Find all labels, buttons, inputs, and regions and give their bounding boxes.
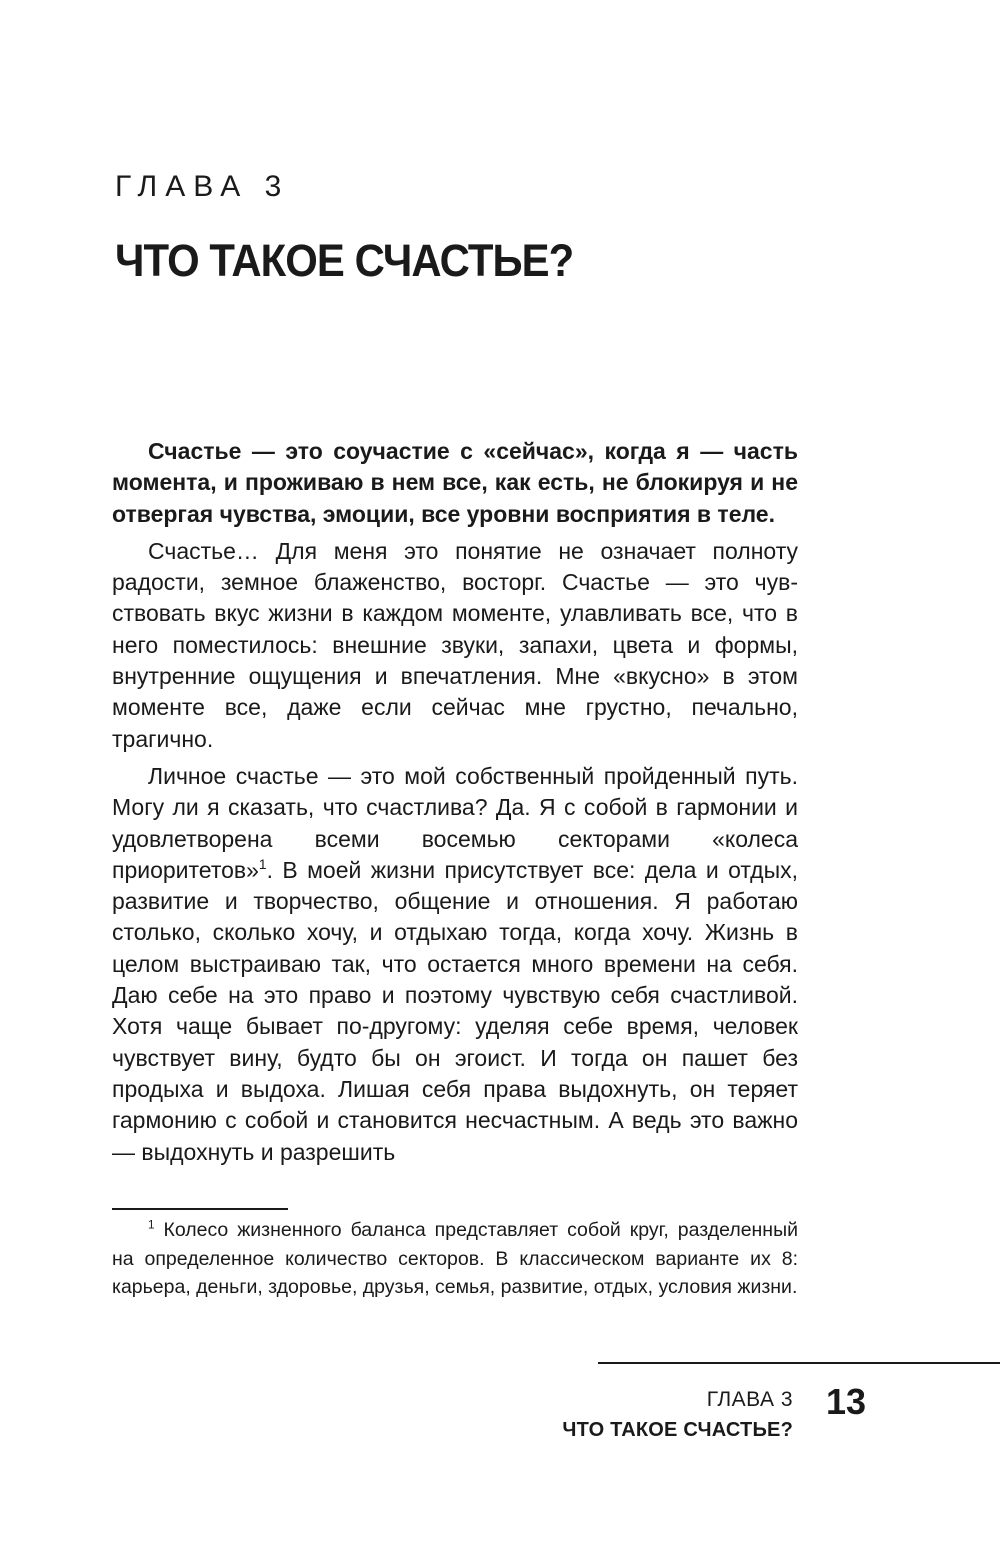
footnote-reference: 1 — [258, 856, 267, 872]
paragraph — [112, 761, 798, 1168]
footnote-separator — [112, 1208, 288, 1210]
running-footer-title: ЧТО ТАКОЕ СЧАСТЬЕ? — [562, 1419, 793, 1441]
running-footer-chapter: ГЛАВА 3 — [706, 1388, 793, 1411]
footnote-text — [112, 1216, 798, 1302]
chapter-title: ЧТО ТАКОЕ СЧАСТЬЕ? — [115, 235, 574, 286]
body-text — [112, 436, 798, 1174]
paragraph: Счастье… Для меня это понятие не означает полноту радости, земное блаженство, восторг. Счастье — это чувствовать вкус жизни в каждом моменте, улавливать все, что в него поместилось: внешние звуки, запахи, цвета и формы, внутренние ощущения и впечатления. Мне «вкусно» в этом моменте все, даже если сейчас мне грустно, печально, трагично. — [112, 537, 798, 752]
footnote-marker: 1 — [148, 1218, 155, 1232]
paragraph-text: . В моей жизни присутствует все: дела и отдых, развитие и творчество, общение и отношения. Я работаю столько, сколько хочу, и отдыхаю тогда, когда хочу. Жизнь в целом выстраиваю так, что остается много времени на себя. Даю себе на это право и поэтому чувствую себя счастливой. Хотя чаще бывает по-другому: уделяя себе время, человек чувствует вину, будто бы он эгоист. И тогда он пашет без продыха и выдоха. Лишая себя права выдохнуть, он теряет гармонию с собой и становится несчастным. А ведь это важно — выдохнуть и разрешить — [112, 856, 798, 1165]
chapter-label: ГЛАВА 3 — [115, 170, 290, 203]
footer-rule — [598, 1362, 1000, 1364]
paragraph-text: Личное счастье — это мой собственный пройденный путь. Могу ли я сказать, что счастлива? Да. Я с собой в гармонии и удовлетворена всеми восемью секторами «колеса приоритетов» — [112, 762, 798, 883]
footnote — [112, 1216, 798, 1302]
page-number: 13 — [826, 1381, 867, 1422]
lead-paragraph: Счастье — это соучастие с «сейчас», когда я — часть момента, и проживаю в нем все, как есть, не блокируя и не отвергая чувства, эмоции, все уровни восприятия в теле. — [112, 438, 798, 527]
footnote-body: Колесо жизненного баланса представляет собой круг, разделенный на определенное количество секторов. В классическом варианте их 8: карьера, деньги, здоровье, друзья, семья, развитие, отдых, условия жизни. — [112, 1219, 798, 1299]
